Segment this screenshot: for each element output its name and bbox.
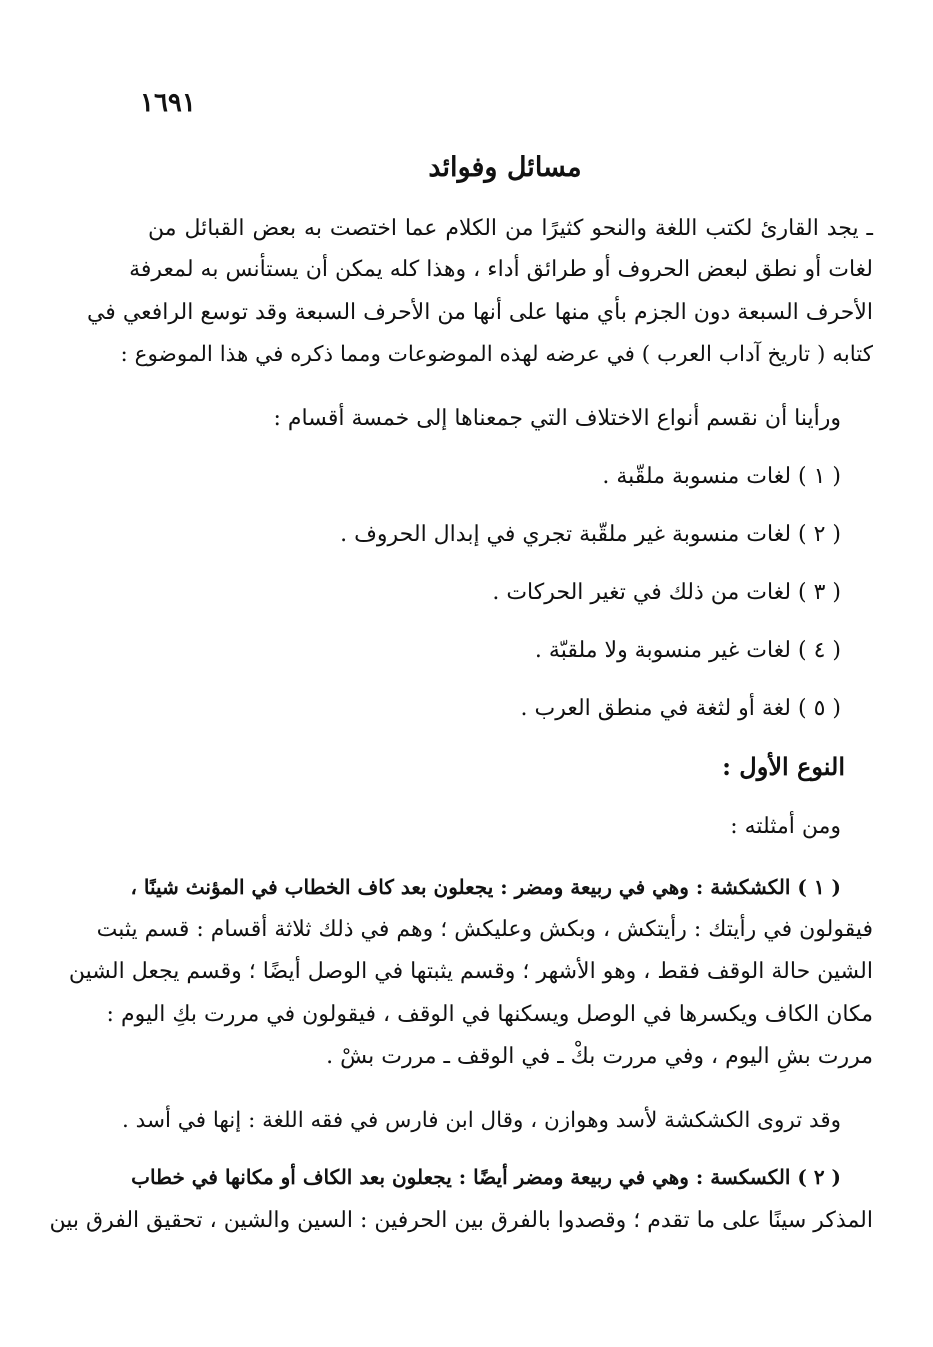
kashkasha-note: وقد تروى الكشكشة لأسد وهوازن ، وقال ابن فارس في فقه اللغة : إنها في أسد . xyxy=(122,1108,841,1133)
kashkasha-line: فيقولون في رأيتك : رأيتكش ، وبكش وعليكش ؛ وهم في ذلك ثلاثة أقسام : قسم يثبت xyxy=(96,917,873,942)
category-item: ( ٣ ) لغات من ذلك في تغير الحركات . xyxy=(492,580,841,605)
kashkasha-lead: ( ١ ) الكشكشة : وهي في ربيعة ومضر : يجعلون بعد كاف الخطاب في المؤنث شينًا ، xyxy=(130,875,841,899)
category-item: ( ٢ ) لغات منسوبة غير ملقّبة تجري في إبدال الحروف . xyxy=(340,522,841,547)
category-item: ( ٥ ) لغة أو لثغة في منطق العرب . xyxy=(520,696,841,721)
kaskasa-line: المذكر سينًا على ما تقدم ؛ وقصدوا بالفرق بين الحرفين : السين والشين ، تحقيق الفرق بين xyxy=(49,1208,873,1233)
examples-intro: ومن أمثلته : xyxy=(730,814,841,839)
division-intro: ورأينا أن نقسم أنواع الاختلاف التي جمعناها إلى خمسة أقسام : xyxy=(273,406,841,431)
intro-line: كتابه ( تاريخ آداب العرب ) في عرضه لهذه الموضوعات ومما ذكره في هذا الموضوع : xyxy=(120,342,873,367)
section-heading: النوع الأول : xyxy=(722,752,845,781)
page-title: مسائل وفوائد xyxy=(428,152,582,183)
kashkasha-line: الشين حالة الوقف فقط ، وهو الأشهر ؛ وقسم يثبتها في الوصل أيضًا ؛ وقسم يجعل الشين xyxy=(68,959,873,984)
page-number: ١٦٩١ xyxy=(140,88,196,118)
intro-line: ـ يجد القارئ لكتب اللغة والنحو كثيرًا من الكلام عما اختصت به بعض القبائل من xyxy=(148,216,873,241)
kashkasha-line: مررت بشِ اليوم ، وفي مررت بكْ ـ في الوقف ـ مررت بشْ . xyxy=(326,1044,873,1069)
kashkasha-line: مكان الكاف ويكسرها في الوصل ويسكنها في الوقف ، فيقولون في مررت بكِ اليوم : xyxy=(106,1002,873,1027)
kaskasa-lead: ( ٢ ) الكسكسة : وهي في ربيعة ومضر أيضًا : يجعلون بعد الكاف أو مكانها في خطاب xyxy=(131,1165,841,1189)
intro-line: الأحرف السبعة دون الجزم بأي منها على أنها من الأحرف السبعة وقد توسع الرافعي في xyxy=(86,300,873,325)
category-item: ( ١ ) لغات منسوبة ملقّبة . xyxy=(602,464,841,489)
category-item: ( ٤ ) لغات غير منسوبة ولا ملقبّة . xyxy=(534,638,841,663)
intro-line: لغات أو نطق لبعض الحروف أو طرائق أداء ، وهذا كله يمكن أن يستأنس به لمعرفة xyxy=(129,257,873,282)
